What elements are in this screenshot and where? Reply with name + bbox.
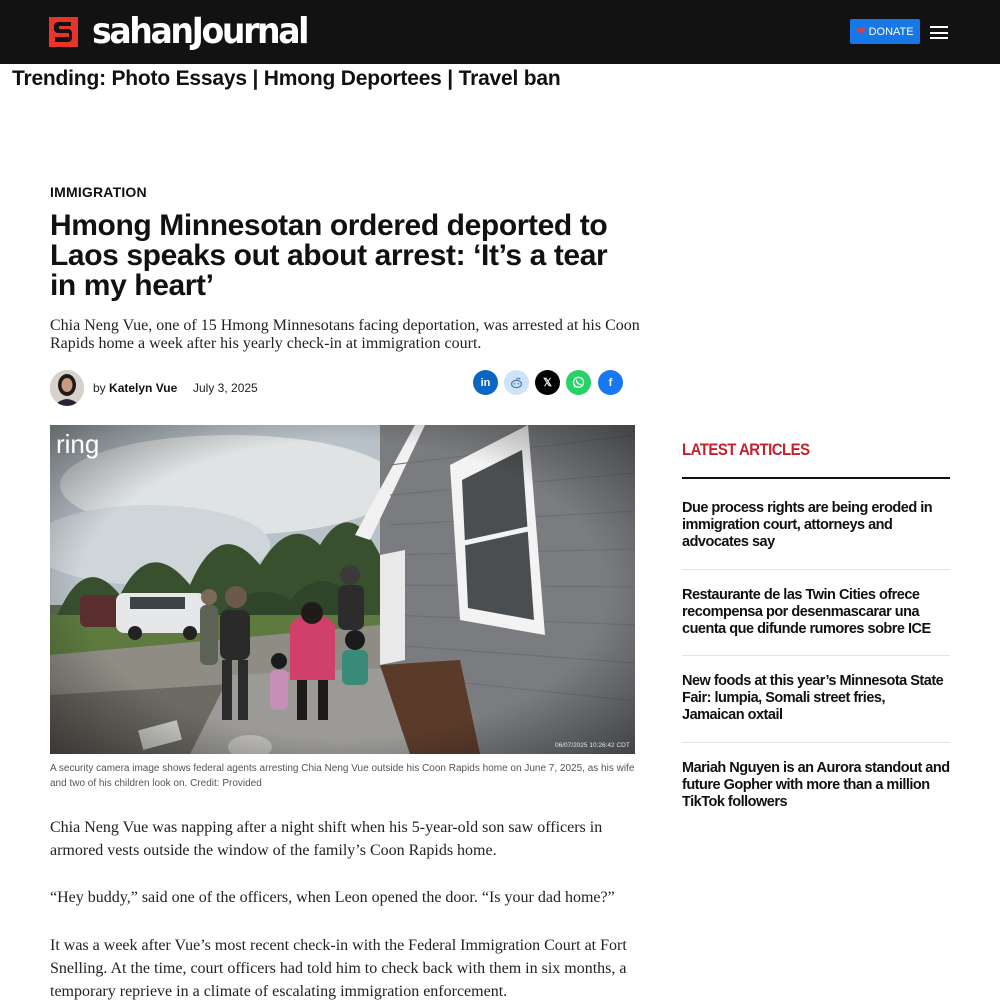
article-paragraph: Chia Neng Vue was napping after a night shift when his 5-year-old son saw officers in armored vests outside the window of the family’s Coon Rapids home. — [50, 819, 603, 859]
article-category[interactable]: IMMIGRATION — [50, 184, 147, 200]
divider — [682, 477, 950, 479]
latest-articles-heading: LATEST ARTICLES — [682, 440, 810, 459]
trending-link-photo-essays[interactable]: Photo Essays — [111, 67, 247, 90]
publish-date: July 3, 2025 — [193, 381, 258, 395]
trending-separator: | — [447, 67, 453, 90]
ring-watermark: ring — [56, 429, 100, 459]
article-paragraph: “Hey buddy,” said one of the officers, when Leon opened the door. “Is your dad home?” — [50, 889, 615, 906]
trending-label: Trending: — [12, 67, 106, 90]
article-paragraph: It was a week after Vue’s most recent check-in with the Federal Immigration Court at Fort Snelling. At the time, court officers had told him to check back with them in six months, a temporary reprieve in a climate of escalating immigration enforcement. — [50, 937, 627, 1000]
trending-bar — [12, 67, 561, 91]
photo-caption: A security camera image shows federal agents arresting Chia Neng Vue outside his Coon Rapids home on June 7, 2025, as his wife and two of his children look on. Credit: Provided — [50, 763, 635, 789]
donate-button[interactable] — [850, 19, 920, 44]
camera-timestamp: 06/07/2025 10:26:42 CDT — [555, 742, 630, 749]
article-dek: Chia Neng Vue, one of 15 Hmong Minnesotans facing deportation, was arrested at his Coon Rapids home a week after his yearly check-in at immigration court. — [50, 317, 640, 352]
byline-text — [93, 381, 177, 395]
trending-link-travel-ban[interactable]: Travel ban — [458, 67, 561, 90]
divider — [682, 655, 950, 656]
x-icon[interactable]: 𝕏 — [535, 370, 560, 395]
sahan-logo-icon[interactable] — [49, 17, 78, 47]
divider — [682, 569, 950, 570]
author-avatar[interactable] — [50, 370, 84, 406]
latest-article-link[interactable]: Restaurante de las Twin Cities ofrece recompensa por desenmascarar una cuenta que difunde rumores sobre ICE — [682, 587, 931, 637]
trending-link-hmong-deportees[interactable]: Hmong Deportees — [263, 67, 442, 90]
trending-separator: | — [252, 67, 259, 90]
site-header — [0, 0, 1000, 64]
byline — [50, 370, 640, 406]
reddit-icon[interactable] — [504, 370, 529, 395]
divider — [682, 742, 950, 743]
latest-article-link[interactable]: New foods at this year’s Minnesota State Fair: lumpia, Somali street fries, Jamaican oxtail — [682, 673, 944, 723]
whatsapp-icon[interactable] — [566, 370, 591, 395]
article-headline: Hmong Minnesotan ordered deported to Laos speaks out about arrest: ‘It’s a tear in my heart’ — [50, 209, 608, 302]
latest-article-link[interactable]: Mariah Nguyen is an Aurora standout and future Gopher with more than a million TikTok followers — [682, 760, 950, 810]
hamburger-menu-icon[interactable] — [930, 26, 948, 39]
donate-label: DONATE — [868, 25, 914, 38]
byline-prefix: by — [93, 381, 106, 395]
heart-icon: ❤ — [856, 26, 866, 38]
latest-article-link[interactable]: Due process rights are being eroded in immigration court, attorneys and advocates say — [682, 500, 933, 550]
site-logo[interactable]: sahanJournal — [92, 11, 308, 52]
article-photo[interactable] — [50, 425, 635, 754]
facebook-icon[interactable]: f — [598, 370, 623, 395]
linkedin-icon[interactable]: in — [473, 370, 498, 395]
author-name-link[interactable]: Katelyn Vue — [109, 381, 178, 395]
